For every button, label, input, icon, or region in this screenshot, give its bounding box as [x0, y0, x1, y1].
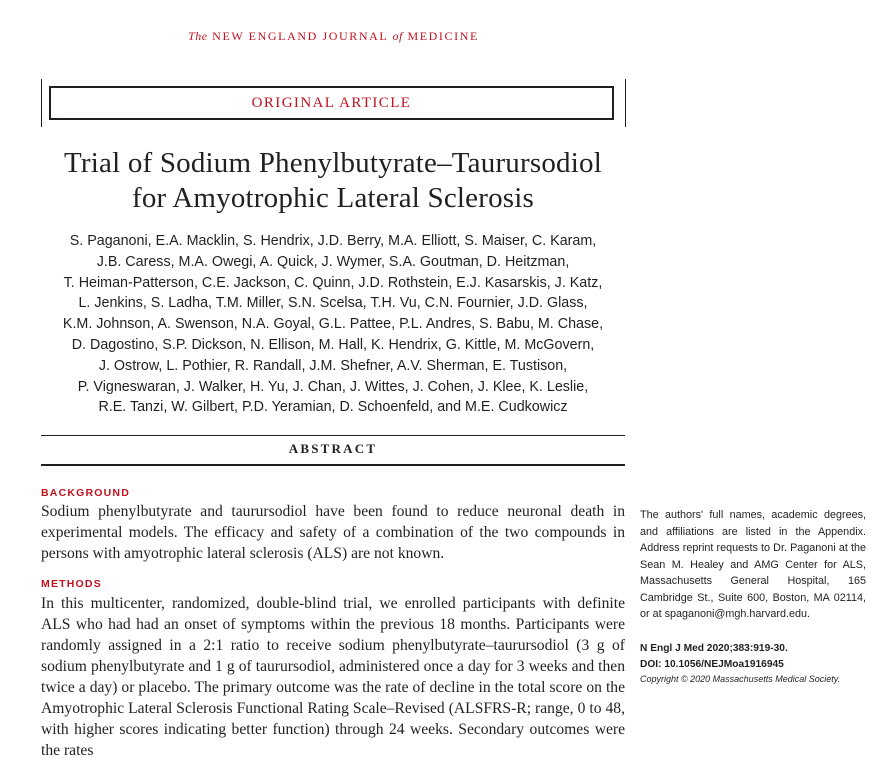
title-line: for Amyotrophic Lateral Sclerosis: [131, 182, 535, 214]
article-title: [41, 146, 625, 216]
background-text: Sodium phenylbutyrate and taurursodiol have been found to reduce neuronal death in experimental models. The efficacy and safety of a combination of the two compounds in persons with amyotrophic lateral sclerosis (ALS) are not known.: [41, 503, 625, 562]
masthead-of: of: [392, 29, 403, 43]
methods-text: In this multicenter, randomized, double-blind trial, we enrolled participants with definite ALS who had had an onset of symptoms within the previous 18 months. Participants were randomly assigned in a 2:1 ratio to receive sodium phenylbutyrate–taurursodiol (3 g of sodium phenylbutyrate and 1 g of taurursodiol, administered once a day for 3 weeks and then twice a day) or placebo. The primary outcome was the rate of decline in the total score on the Amyotrophic Lateral Sclerosis Functional Rating Scale–Revised (ALSFRS-R; range, 0 to 48, with higher scores indicating better function) through 24 weeks. Secondary outcomes were the rates: [41, 595, 625, 759]
author-line: P. Vigneswaran, J. Walker, H. Yu, J. Chan, J. Wittes, J. Cohen, J. Klee, K. Leslie,: [77, 378, 589, 395]
title-line: Trial of Sodium Phenylbutyrate–Taurursodiol: [64, 147, 602, 179]
author-line: L. Jenkins, S. Ladha, T.M. Miller, S.N. Scelsa, T.H. Vu, C.N. Fournier, J.D. Glass,: [78, 295, 588, 312]
author-info-note: The authors' full names, academic degrees, and affiliations are listed in the Appendix. Address reprint requests to Dr. Paganoni at the Sean M. Healey and AMG Center for ALS, Massachusetts General Hospital, 165 Cambridge St., Suite 600, Boston, MA 02114, or at spaganoni@mgh.harvard.edu.: [640, 509, 866, 620]
author-line: J.B. Caress, M.A. Owegi, A. Quick, J. Wymer, S.A. Goutman, D. Heitzman,: [96, 253, 570, 270]
author-list: [33, 231, 633, 418]
author-line: R.E. Tanzi, W. Gilbert, P.D. Yeramian, D. Schoenfeld, and M.E. Cudkowicz: [98, 399, 568, 416]
author-line: S. Paganoni, E.A. Macklin, S. Hendrix, J.D. Berry, M.A. Elliott, S. Maiser, C. Karam,: [69, 233, 597, 249]
copyright-notice: Copyright © 2020 Massachusetts Medical Society.: [640, 674, 841, 684]
author-line: J. Ostrow, L. Pothier, R. Randall, J.M. Shefner, A.V. Sherman, E. Tustison,: [98, 357, 568, 374]
author-line: K.M. Johnson, A. Swenson, N.A. Goyal, G.L. Pattee, P.L. Andres, S. Babu, M. Chase,: [62, 316, 604, 333]
masthead-medicine: MEDICINE: [407, 29, 479, 43]
author-line: D. Dagostino, S.P. Dickson, N. Ellison, M. Hall, K. Hendrix, G. Kittle, M. McGovern,: [71, 336, 595, 353]
masthead-the: The: [188, 29, 208, 43]
author-line: T. Heiman-Patterson, C.E. Jackson, C. Quinn, J.D. Rothstein, E.J. Kasarskis, J. Katz,: [63, 274, 603, 291]
abstract-top-rule: [41, 435, 625, 436]
abstract-heading: ABSTRACT: [288, 441, 378, 456]
background-heading: BACKGROUND: [41, 487, 130, 499]
journal-citation: N Engl J Med 2020;383:919-30.: [640, 643, 788, 654]
article-type-label: ORIGINAL ARTICLE: [49, 86, 614, 120]
doi: DOI: 10.1056/NEJMoa1916945: [640, 658, 784, 670]
methods-heading: METHODS: [41, 578, 102, 590]
journal-masthead: [0, 29, 667, 44]
abstract-bottom-rule: [41, 464, 625, 466]
masthead-journal-name: NEW ENGLAND JOURNAL: [212, 29, 388, 43]
citation-block: [640, 641, 870, 672]
